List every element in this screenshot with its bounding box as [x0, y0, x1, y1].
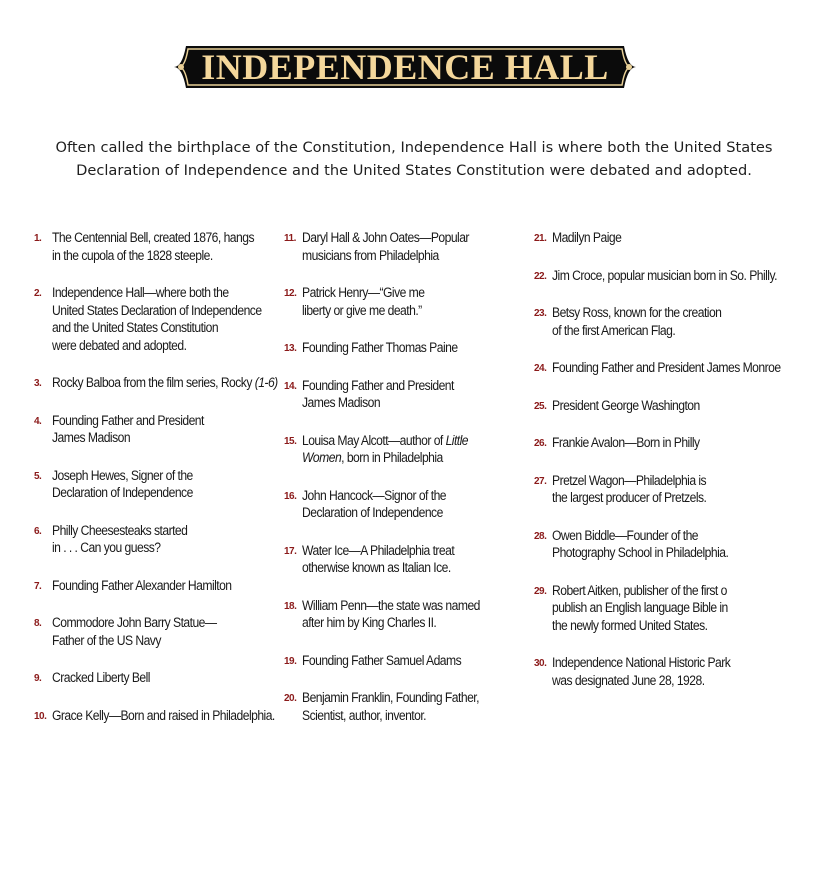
item-text: [552, 582, 794, 635]
item-text: [302, 284, 524, 319]
item-line-text: Scientist, author, inventor.: [302, 707, 427, 723]
item-line-text: Father of the US Navy: [52, 632, 161, 648]
item-line-text: publish an English language Bible in: [552, 600, 728, 615]
item-line-text: in . . . Can you guess?: [52, 540, 161, 555]
item-line-text: Patrick Henry—“Give me: [302, 285, 425, 300]
list-item: [534, 434, 794, 452]
item-line: [302, 229, 524, 247]
list-item: [534, 229, 794, 247]
list-item: [34, 577, 284, 595]
item-line-text: Joseph Hewes, Signer of the: [52, 467, 193, 483]
item-text: [302, 487, 524, 522]
item-line-text: Declaration of Independence: [52, 485, 193, 500]
item-line-text: liberty or give me death.”: [302, 302, 422, 318]
list-column-2: [284, 229, 524, 744]
item-italic-text: (1-6): [254, 375, 278, 390]
item-number: 7.: [34, 580, 42, 592]
item-number: 16.: [284, 490, 297, 502]
list-item: [284, 339, 524, 357]
list-item: [34, 374, 284, 392]
item-line: [302, 302, 524, 320]
item-line-text: were debated and adopted.: [52, 337, 187, 353]
item-line: [52, 522, 284, 540]
item-line: [552, 322, 794, 340]
item-line: [552, 397, 794, 415]
item-line: [552, 672, 794, 690]
item-line: [552, 472, 794, 490]
item-line: [52, 412, 284, 430]
item-line: [52, 484, 284, 502]
item-line-text: United States Declaration of Independence: [52, 302, 262, 318]
item-line: [302, 394, 524, 412]
item-line: [52, 614, 284, 632]
item-line-text: James Madison: [52, 430, 131, 445]
item-line: [52, 707, 284, 725]
item-line-text: Photography School in Philadelphia.: [552, 545, 729, 560]
item-number: 1.: [34, 233, 42, 244]
item-line-text: The Centennial Bell, created 1876, hangs: [52, 230, 254, 245]
banner-title: INDEPENDENCE HALL: [201, 47, 609, 87]
item-line: [302, 504, 524, 522]
item-line: [52, 229, 284, 247]
item-line-text: Grace Kelly—Born and raised in Philadelphia.: [52, 707, 275, 723]
item-line: [552, 654, 794, 672]
list-item: [534, 582, 794, 635]
list-item: [34, 412, 284, 447]
item-line: [302, 597, 524, 615]
item-line: [552, 582, 794, 600]
item-line: [52, 319, 284, 337]
item-line-text: James Madison: [302, 395, 381, 410]
item-line-text: Independence National Historic Park: [552, 655, 731, 670]
item-line: [302, 377, 524, 395]
item-line-text: of the first American Flag.: [552, 322, 676, 338]
list-item: [534, 267, 794, 285]
item-text: [52, 577, 284, 595]
item-number: 13.: [284, 343, 297, 354]
list-item: [284, 487, 524, 522]
item-number: 24.: [534, 363, 547, 374]
item-line: [552, 229, 794, 247]
item-line: [302, 614, 524, 632]
item-line-text: William Penn—the state was named: [302, 597, 480, 613]
item-number: 6.: [34, 525, 42, 537]
item-text: [52, 669, 284, 687]
intro-line-1: Often called the birthplace of the Constitution, Independence Hall is where both the United States: [55, 139, 773, 156]
list-item: [534, 397, 794, 415]
item-line: [302, 284, 524, 302]
item-line: [552, 527, 794, 545]
item-number: 22.: [534, 270, 547, 282]
item-line: [302, 559, 524, 577]
list-item: [284, 432, 524, 467]
item-number: 12.: [284, 288, 297, 299]
item-line: [552, 359, 794, 377]
item-line: [552, 489, 794, 507]
item-number: 27.: [534, 475, 547, 487]
item-text: [552, 434, 794, 452]
list-item: [534, 359, 794, 377]
item-text: [52, 522, 284, 557]
item-line-text: Founding Father Samuel Adams: [302, 652, 462, 668]
item-line-text: Cracked Liberty Bell: [52, 670, 150, 685]
item-line: [302, 449, 524, 467]
item-line: [52, 539, 284, 557]
item-line-text: Rocky Balboa from the film series, Rocky: [52, 375, 255, 390]
list-item: [284, 652, 524, 670]
list-item: [34, 669, 284, 687]
item-line-text: Pretzel Wagon—Philadelphia is: [552, 472, 707, 488]
list-item: [34, 467, 284, 502]
item-line-text: the largest producer of Pretzels.: [552, 490, 707, 505]
item-line: [302, 707, 524, 725]
item-number: 14.: [284, 380, 297, 392]
item-number: 5.: [34, 470, 42, 482]
list-column-3: [534, 229, 794, 709]
item-number: 15.: [284, 435, 297, 447]
list-item: [284, 284, 524, 319]
item-number: 19.: [284, 655, 297, 667]
list-item: [34, 707, 284, 725]
intro-line-2: Declaration of Independence and the United States Constitution were debated and adopted.: [76, 162, 752, 179]
item-text: [52, 412, 284, 447]
item-text: [302, 432, 524, 467]
item-line-text: Jim Croce, popular musician born in So. Philly.: [552, 267, 777, 283]
list-item: [34, 522, 284, 557]
item-line-text: John Hancock—Signor of the: [302, 487, 446, 503]
item-text: [302, 377, 524, 412]
item-text: [52, 374, 284, 392]
item-text: [552, 359, 794, 377]
item-line: [52, 337, 284, 355]
item-text: [552, 267, 794, 285]
item-line: [552, 617, 794, 635]
item-line-text: Independence Hall—where both the: [52, 285, 229, 300]
item-text: [302, 542, 524, 577]
item-number: 10.: [34, 710, 47, 722]
item-text: [552, 654, 794, 689]
item-line: [552, 544, 794, 562]
item-italic-text: Women: [302, 450, 342, 465]
item-text: [52, 284, 284, 354]
item-text: [52, 467, 284, 502]
item-line-text: the newly formed United States.: [552, 617, 708, 633]
list-item: [534, 527, 794, 562]
list-item: [284, 689, 524, 724]
item-text: [552, 397, 794, 415]
list-item: [534, 472, 794, 507]
item-line: [52, 247, 284, 265]
item-text: [552, 229, 794, 247]
item-line-text: musicians from Philadelphia: [302, 247, 439, 263]
item-number: 21.: [534, 233, 547, 244]
item-number: 18.: [284, 600, 297, 612]
item-line: [52, 577, 284, 595]
item-italic-text: Little: [445, 432, 469, 448]
item-number: 29.: [534, 585, 547, 597]
item-text: [302, 229, 524, 264]
item-line: [552, 304, 794, 322]
list-item: [34, 284, 284, 354]
item-line-text: President George Washington: [552, 397, 700, 413]
item-text: [52, 229, 284, 264]
item-line-text: Madilyn Paige: [552, 230, 622, 245]
list-item: [284, 597, 524, 632]
item-line: [302, 487, 524, 505]
item-line: [52, 669, 284, 687]
item-line: [552, 599, 794, 617]
item-line: [52, 467, 284, 485]
item-line-text: after him by King Charles II.: [302, 615, 437, 630]
list-item: [34, 229, 284, 264]
list-column-1: [34, 229, 284, 744]
item-line: [52, 302, 284, 320]
item-line-text: Frankie Avalon—Born in Philly: [552, 435, 700, 450]
item-number: 28.: [534, 530, 547, 542]
item-line-text: Philly Cheesesteaks started: [52, 522, 188, 538]
item-number: 25.: [534, 400, 547, 412]
title-banner: [172, 44, 638, 90]
item-line-text: Founding Father and President: [302, 377, 454, 393]
item-line: [552, 267, 794, 285]
item-line-text: Benjamin Franklin, Founding Father,: [302, 690, 479, 705]
item-line-text: Founding Father Thomas Paine: [302, 340, 458, 355]
intro-paragraph: [40, 136, 788, 182]
item-line-text: , born in Philadelphia: [341, 450, 443, 465]
item-line-text: was designated June 28, 1928.: [552, 672, 705, 688]
item-line-text: Declaration of Independence: [302, 505, 443, 520]
item-number: 23.: [534, 308, 547, 319]
item-text: [302, 652, 524, 670]
list-item: [284, 377, 524, 412]
item-text: [302, 339, 524, 357]
item-line: [52, 284, 284, 302]
list-item: [534, 654, 794, 689]
item-line-text: Louisa May Alcott—author of: [302, 432, 446, 448]
item-line-text: Robert Aitken, publisher of the first o: [552, 582, 727, 598]
item-line: [52, 429, 284, 447]
item-text: [52, 614, 284, 649]
item-line-text: otherwise known as Italian Ice.: [302, 560, 451, 575]
item-number: 17.: [284, 545, 297, 557]
item-number: 26.: [534, 438, 547, 449]
item-line-text: Founding Father Alexander Hamilton: [52, 577, 232, 593]
item-line: [302, 542, 524, 560]
item-text: [552, 304, 794, 339]
item-line-text: and the United States Constitution: [52, 320, 219, 335]
item-number: 8.: [34, 618, 42, 629]
item-number: 4.: [34, 415, 42, 427]
item-number: 11.: [284, 233, 296, 244]
list-item: [284, 229, 524, 264]
item-text: [302, 597, 524, 632]
item-number: 2.: [34, 288, 42, 299]
item-line-text: Betsy Ross, known for the creation: [552, 305, 722, 320]
item-line-text: Commodore John Barry Statue—: [52, 615, 217, 630]
item-line: [52, 632, 284, 650]
item-number: 30.: [534, 658, 547, 669]
item-number: 3.: [34, 378, 42, 389]
item-line: [552, 434, 794, 452]
item-line-text: Owen Biddle—Founder of the: [552, 527, 699, 543]
list-item: [34, 614, 284, 649]
list-item: [284, 542, 524, 577]
item-line-text: Daryl Hall & John Oates—Popular: [302, 230, 469, 245]
item-line: [302, 432, 524, 450]
item-number: 9.: [34, 673, 42, 684]
item-text: [552, 472, 794, 507]
item-line: [52, 374, 284, 392]
item-line-text: Founding Father and President James Monroe: [552, 360, 781, 375]
item-line: [302, 652, 524, 670]
item-line-text: Water Ice—A Philadelphia treat: [302, 542, 455, 558]
item-text: [302, 689, 524, 724]
item-line: [302, 339, 524, 357]
item-number: 20.: [284, 693, 297, 704]
item-line-text: Founding Father and President: [52, 412, 204, 428]
item-line-text: in the cupola of the 1828 steeple.: [52, 247, 213, 263]
item-text: [52, 707, 284, 725]
item-line: [302, 689, 524, 707]
item-text: [552, 527, 794, 562]
list-item: [534, 304, 794, 339]
item-line: [302, 247, 524, 265]
